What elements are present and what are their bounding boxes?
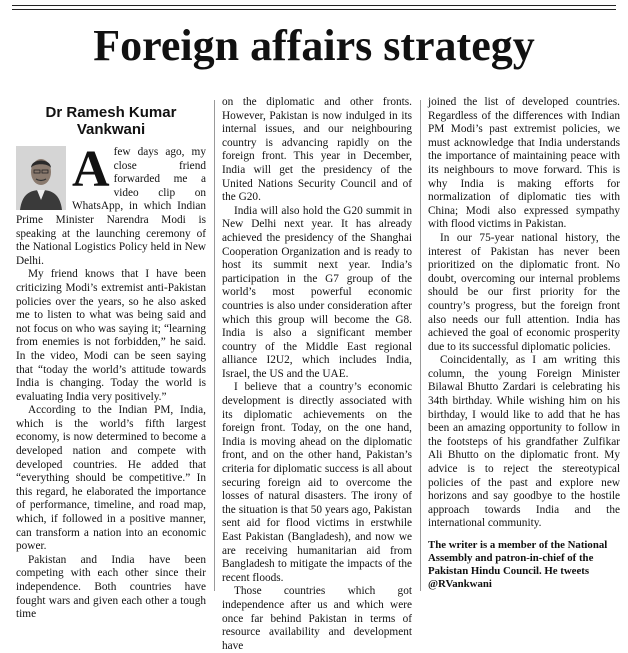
column-1 xyxy=(16,104,206,622)
top-rule xyxy=(12,5,616,6)
column-divider xyxy=(420,100,421,591)
drop-cap: A xyxy=(72,141,110,198)
author-byline: Dr Ramesh Kumar Vankwani xyxy=(45,104,177,138)
headline: Foreign affairs strategy xyxy=(93,21,535,70)
paragraph: joined the list of developed countries. Regardless of the differences with Indian PM Modi’s past extremist policies, we must acknowledge that India understands the importance of maintaining peace with its neighbours to move forward. This is why India is making efforts for normalization of diplomatic ties with China; Modi also expressed sympathy with flood victims in Pakistan. xyxy=(428,96,620,231)
paragraph: few days ago, my close friend forwarded me a video clip on WhatsApp, in which Indian Prime Minister Narendra Modi is speaking at the launching ceremony of the National Logistics Policy held in New Delhi. xyxy=(16,146,206,267)
paragraph: My friend knows that I have been criticizing Modi’s extremist anti-Pakistan policies over the years, so he also asked me to listen to what was being said and not focus on who was saying it; “learning from enemies is not forbidden,” he said. In the video, Modi can be seen saying that “today the world’s attitude towards India is changing. Today the world is evaluating India very positively.” xyxy=(16,268,206,403)
author-photo xyxy=(16,146,66,210)
paragraph: on the diplomatic and other fronts. However, Pakistan is now indulged in its internal issues, and our neighbouring country is advancing rapidly on the foreign front. This year in December, India will get the presidency of the United Nations Security Council and of the G20. xyxy=(222,96,412,204)
paragraph: In our 75-year national history, the interest of Pakistan has never been prioritized on the diplomatic front. No doubt, overcoming our internal problems should be our first priority for the country’s progress, but the foreign front also needs our full attention. India has achieved the goal of economic prosperity due to its successful diplomatic policies. xyxy=(428,231,620,353)
column-3 xyxy=(428,96,620,591)
top-rule-inner xyxy=(12,9,616,10)
paragraph: According to the Indian PM, India, which is the world’s fifth largest economy, is now determined to become a developed nation and compete with developed countries. He added that “everything should be competitive.” In this regard, he elaborated the importance of performance, timeline, and road map, which, if followed in a positive manner, can transform a nation into an economic power. xyxy=(16,404,206,553)
column-2 xyxy=(222,96,412,653)
paragraph: Pakistan and India have been competing with each other since their independence. Both countries have fought wars and given each other a tough time xyxy=(16,553,206,621)
paragraph: Those countries which got independence after us and which were once far behind Pakistan in terms of resource availability and development have xyxy=(222,585,412,652)
author-note: The writer is a member of the National Assembly and patron-in-chief of the Pakistan Hindu Council. He tweets @RVankwani xyxy=(428,539,608,590)
paragraph: India will also hold the G20 summit in New Delhi next year. It has already achieved the presidency of the Shanghai Cooperation Organization and is ready to host its summit next year. India’s participation in the G7 group of the world’s most powerful economic countries is also under consideration after which this group will become the G8. India is also a significant member country of the Middle East regional alliance I2U2, which includes India, Israel, the US and the UAE. xyxy=(222,204,412,380)
paragraph: Coincidentally, as I am writing this column, the young Foreign Minister Bilawal Bhutto Zardari is celebrating his 34th birthday. While wishing him on his birthday, I would like to add that he has been an amazing opportunity to follow in the footsteps of his grandfather Zulfikar Ali Bhutto on the diplomatic front. My advice is to reject the stereotypical policies of the past and explore new horizons and say goodbye to the hostile approach towards India and the international community. xyxy=(428,354,620,530)
column-divider xyxy=(214,100,215,591)
paragraph: I believe that a country’s economic development is directly associated with its diplomatic achievements on the foreign front. Today, on the one hand, India is moving ahead on the diplomatic front, and on the other hand, Pakistan’s criteria for diplomatic success is all about securing foreign aid to overcome the losses of natural disasters. The irony of the situation is that 50 years ago, Pakistan sent aid for flood victims in erstwhile East Pakistan (Bangladesh), and now we are receiving humanitarian aid from Bangladesh to mitigate the impacts of the recent floods. xyxy=(222,381,412,584)
